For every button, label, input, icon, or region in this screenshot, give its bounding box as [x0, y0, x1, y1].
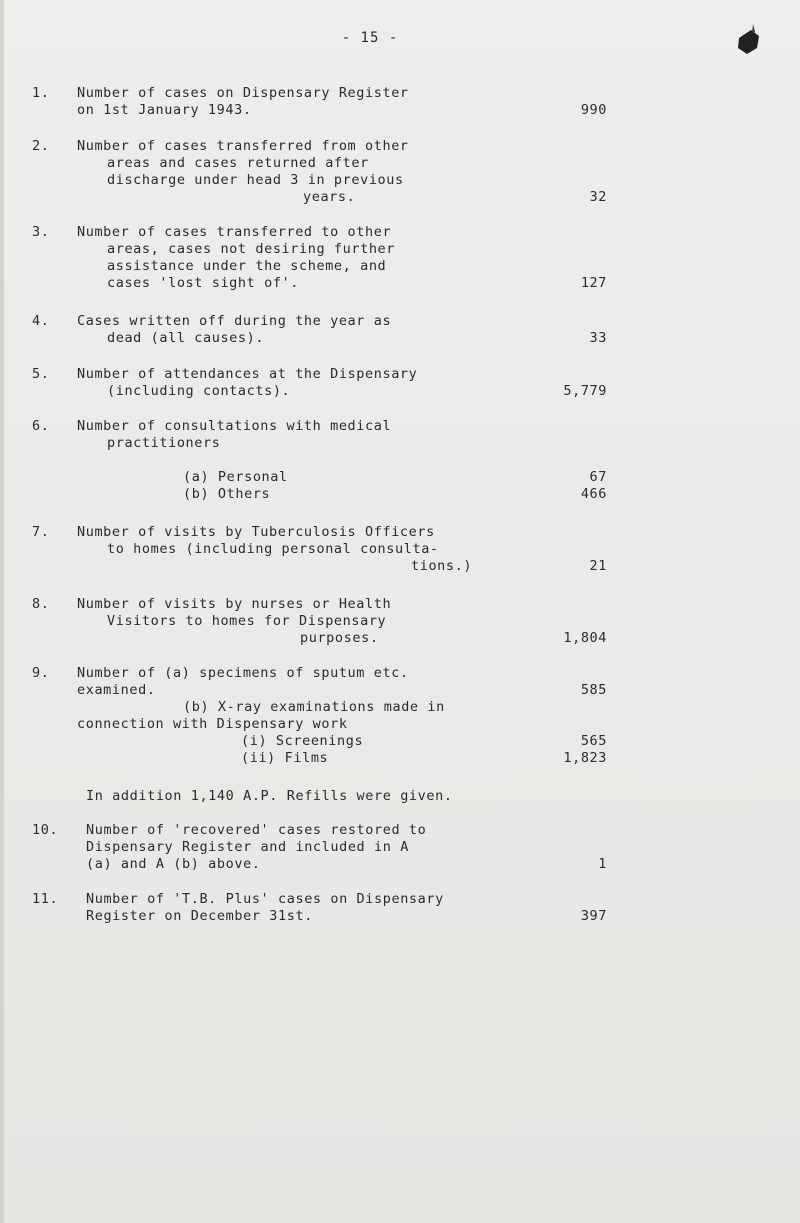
item-text-line: Number of 'T.B. Plus' cases on Dispensary — [86, 891, 444, 907]
item-text-line: tions.) — [411, 558, 473, 574]
item-text-line: Number of cases on Dispensary Register — [77, 85, 409, 101]
item-text-line: Visitors to homes for Dispensary — [107, 613, 387, 629]
item-number: 3. — [32, 224, 50, 240]
item-text-line: areas and cases returned after — [107, 155, 369, 171]
item-text-line: Number of 'recovered' cases restored to — [86, 822, 427, 838]
sub-item-label: (i) Screenings — [241, 733, 364, 749]
item-number: 8. — [32, 596, 50, 612]
item-text-line: cases 'lost sight of'. — [107, 275, 300, 291]
item-text-line: Number of (a) specimens of sputum etc. — [77, 665, 409, 681]
item-text-line: (b) X-ray examinations made in — [183, 699, 445, 715]
item-text-line: Number of attendances at the Dispensary — [77, 366, 418, 382]
item-number: 5. — [32, 366, 50, 382]
item-number: 9. — [32, 665, 50, 681]
item-text-line: to homes (including personal consulta- — [107, 541, 439, 557]
item-number: 1. — [32, 85, 50, 101]
sub-item-value: 67 — [589, 469, 607, 485]
item-text-line: years. — [303, 189, 356, 205]
item-number: 11. — [32, 891, 59, 907]
item-value: 1 — [598, 856, 607, 872]
item-text-line: examined. — [77, 682, 156, 698]
item-text-line: connection with Dispensary work — [77, 716, 348, 732]
sub-item-value: 466 — [580, 486, 607, 502]
note-text: In addition 1,140 A.P. Refills were given. — [86, 788, 453, 804]
sub-item-label: (ii) Films — [241, 750, 329, 766]
item-text-line: Number of cases transferred from other — [77, 138, 409, 154]
item-text-line: assistance under the scheme, and — [107, 258, 387, 274]
sub-item-value: 565 — [580, 733, 607, 749]
item-text-line: discharge under head 3 in previous — [107, 172, 404, 188]
page-number: - 15 - — [341, 30, 399, 46]
item-text-line: areas, cases not desiring further — [107, 241, 396, 257]
item-text-line: Dispensary Register and included in A — [86, 839, 409, 855]
item-number: 4. — [32, 313, 50, 329]
item-value: 33 — [589, 330, 607, 346]
sub-item-label: (b) Others — [183, 486, 271, 502]
item-text-line: purposes. — [300, 630, 379, 646]
item-text-line: Number of visits by nurses or Health — [77, 596, 392, 612]
item-number: 2. — [32, 138, 50, 154]
item-text-line: on 1st January 1943. — [77, 102, 252, 118]
item-value: 1,804 — [563, 630, 607, 646]
item-text-line: practitioners — [107, 435, 221, 451]
item-number: 7. — [32, 524, 50, 540]
item-text-line: Number of visits by Tuberculosis Officers — [77, 524, 435, 540]
item-text-line: (a) and A (b) above. — [86, 856, 261, 872]
item-value: 990 — [580, 102, 607, 118]
sub-item-value: 1,823 — [563, 750, 607, 766]
item-text-line: dead (all causes). — [107, 330, 265, 346]
item-value: 397 — [580, 908, 607, 924]
item-value: 127 — [580, 275, 607, 291]
item-value: 585 — [580, 682, 607, 698]
item-text-line: Number of consultations with medical — [77, 418, 392, 434]
item-number: 10. — [32, 822, 59, 838]
item-text-line: Cases written off during the year as — [77, 313, 392, 329]
item-text-line: Register on December 31st. — [86, 908, 313, 924]
page-edge — [0, 0, 4, 1223]
item-value: 21 — [589, 558, 607, 574]
item-number: 6. — [32, 418, 50, 434]
sub-item-label: (a) Personal — [183, 469, 288, 485]
item-text-line: (including contacts). — [107, 383, 291, 399]
item-text-line: Number of cases transferred to other — [77, 224, 392, 240]
item-value: 5,779 — [563, 383, 607, 399]
item-value: 32 — [589, 189, 607, 205]
